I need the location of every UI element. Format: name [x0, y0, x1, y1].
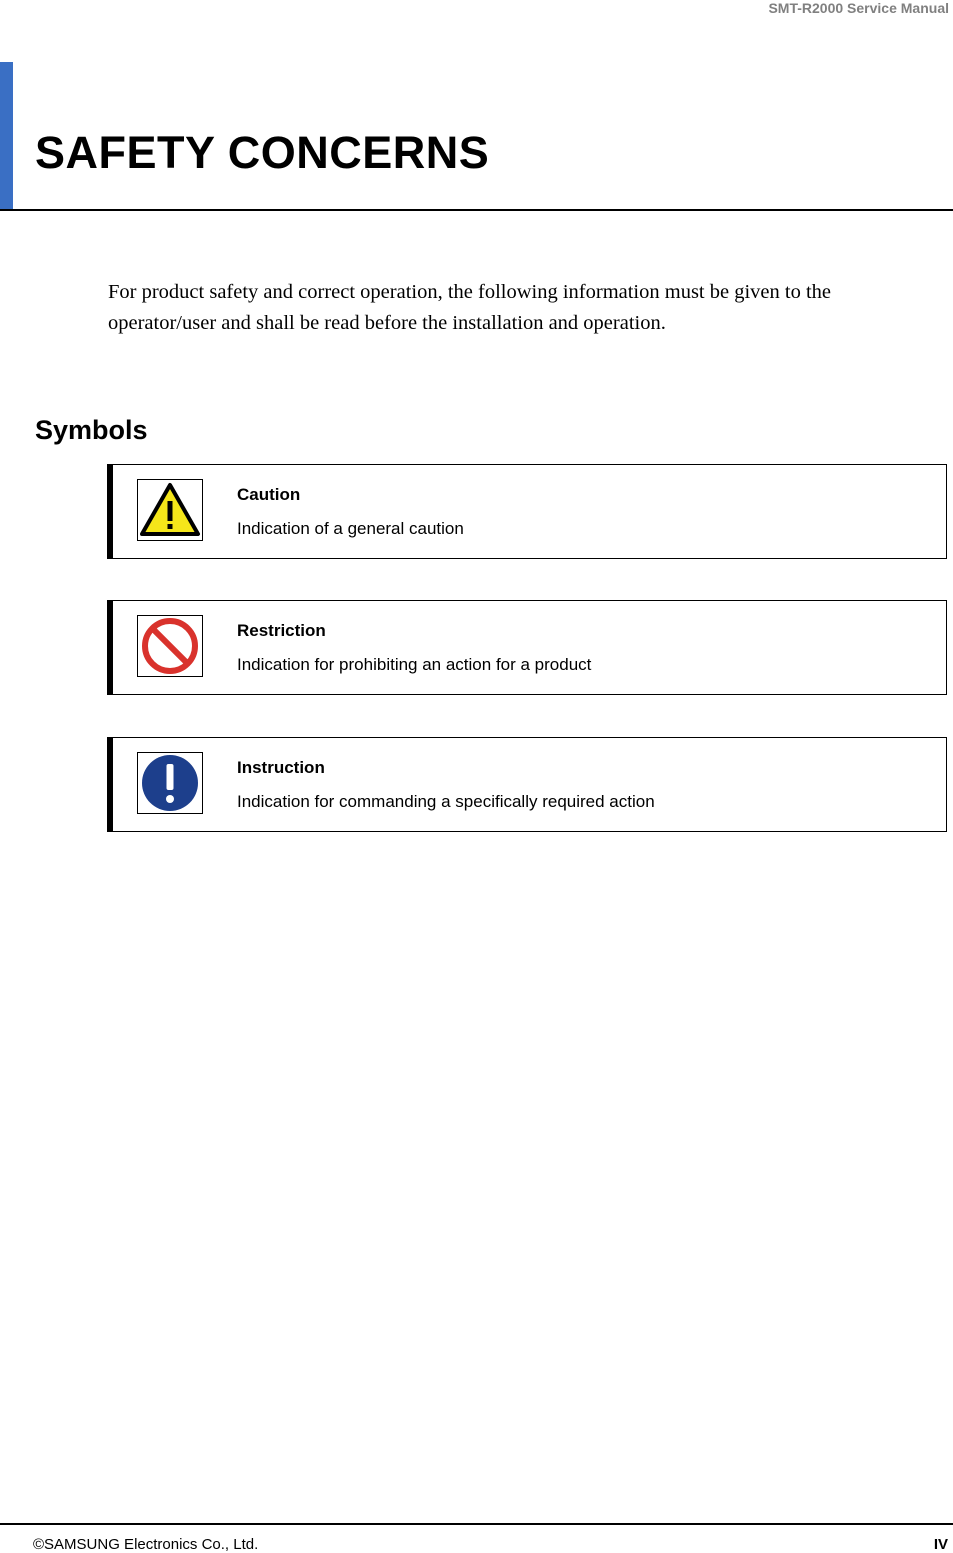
section-title-symbols: Symbols: [35, 415, 148, 445]
running-header: SMT-R2000 Service Manual: [768, 0, 949, 16]
caution-triangle-icon: [137, 479, 203, 541]
symbol-item-instruction: [107, 737, 947, 832]
symbol-name: Instruction: [237, 758, 325, 777]
symbol-item-caution: [107, 464, 947, 559]
symbol-name: Restriction: [237, 621, 326, 640]
prohibition-icon: [137, 615, 203, 677]
title-divider: [0, 209, 953, 211]
mandatory-action-icon: [137, 752, 203, 814]
footer-divider: [0, 1523, 953, 1525]
page-title: SAFETY CONCERNS: [35, 127, 490, 178]
symbol-item-restriction: [107, 600, 947, 695]
footer-copyright: ©SAMSUNG Electronics Co., Ltd.: [33, 1536, 259, 1553]
symbol-description: Indication for commanding a specifically required action: [237, 792, 655, 811]
intro-paragraph: For product safety and correct operation, the following information must be given to the operator/user and shall be read before the installation and operation.: [108, 281, 832, 334]
symbol-description: Indication of a general caution: [237, 519, 464, 538]
symbol-name: Caution: [237, 485, 301, 504]
footer-page-number: IV: [933, 1536, 948, 1553]
symbol-description: Indication for prohibiting an action for a product: [237, 655, 592, 674]
title-accent-bar: [0, 62, 13, 211]
